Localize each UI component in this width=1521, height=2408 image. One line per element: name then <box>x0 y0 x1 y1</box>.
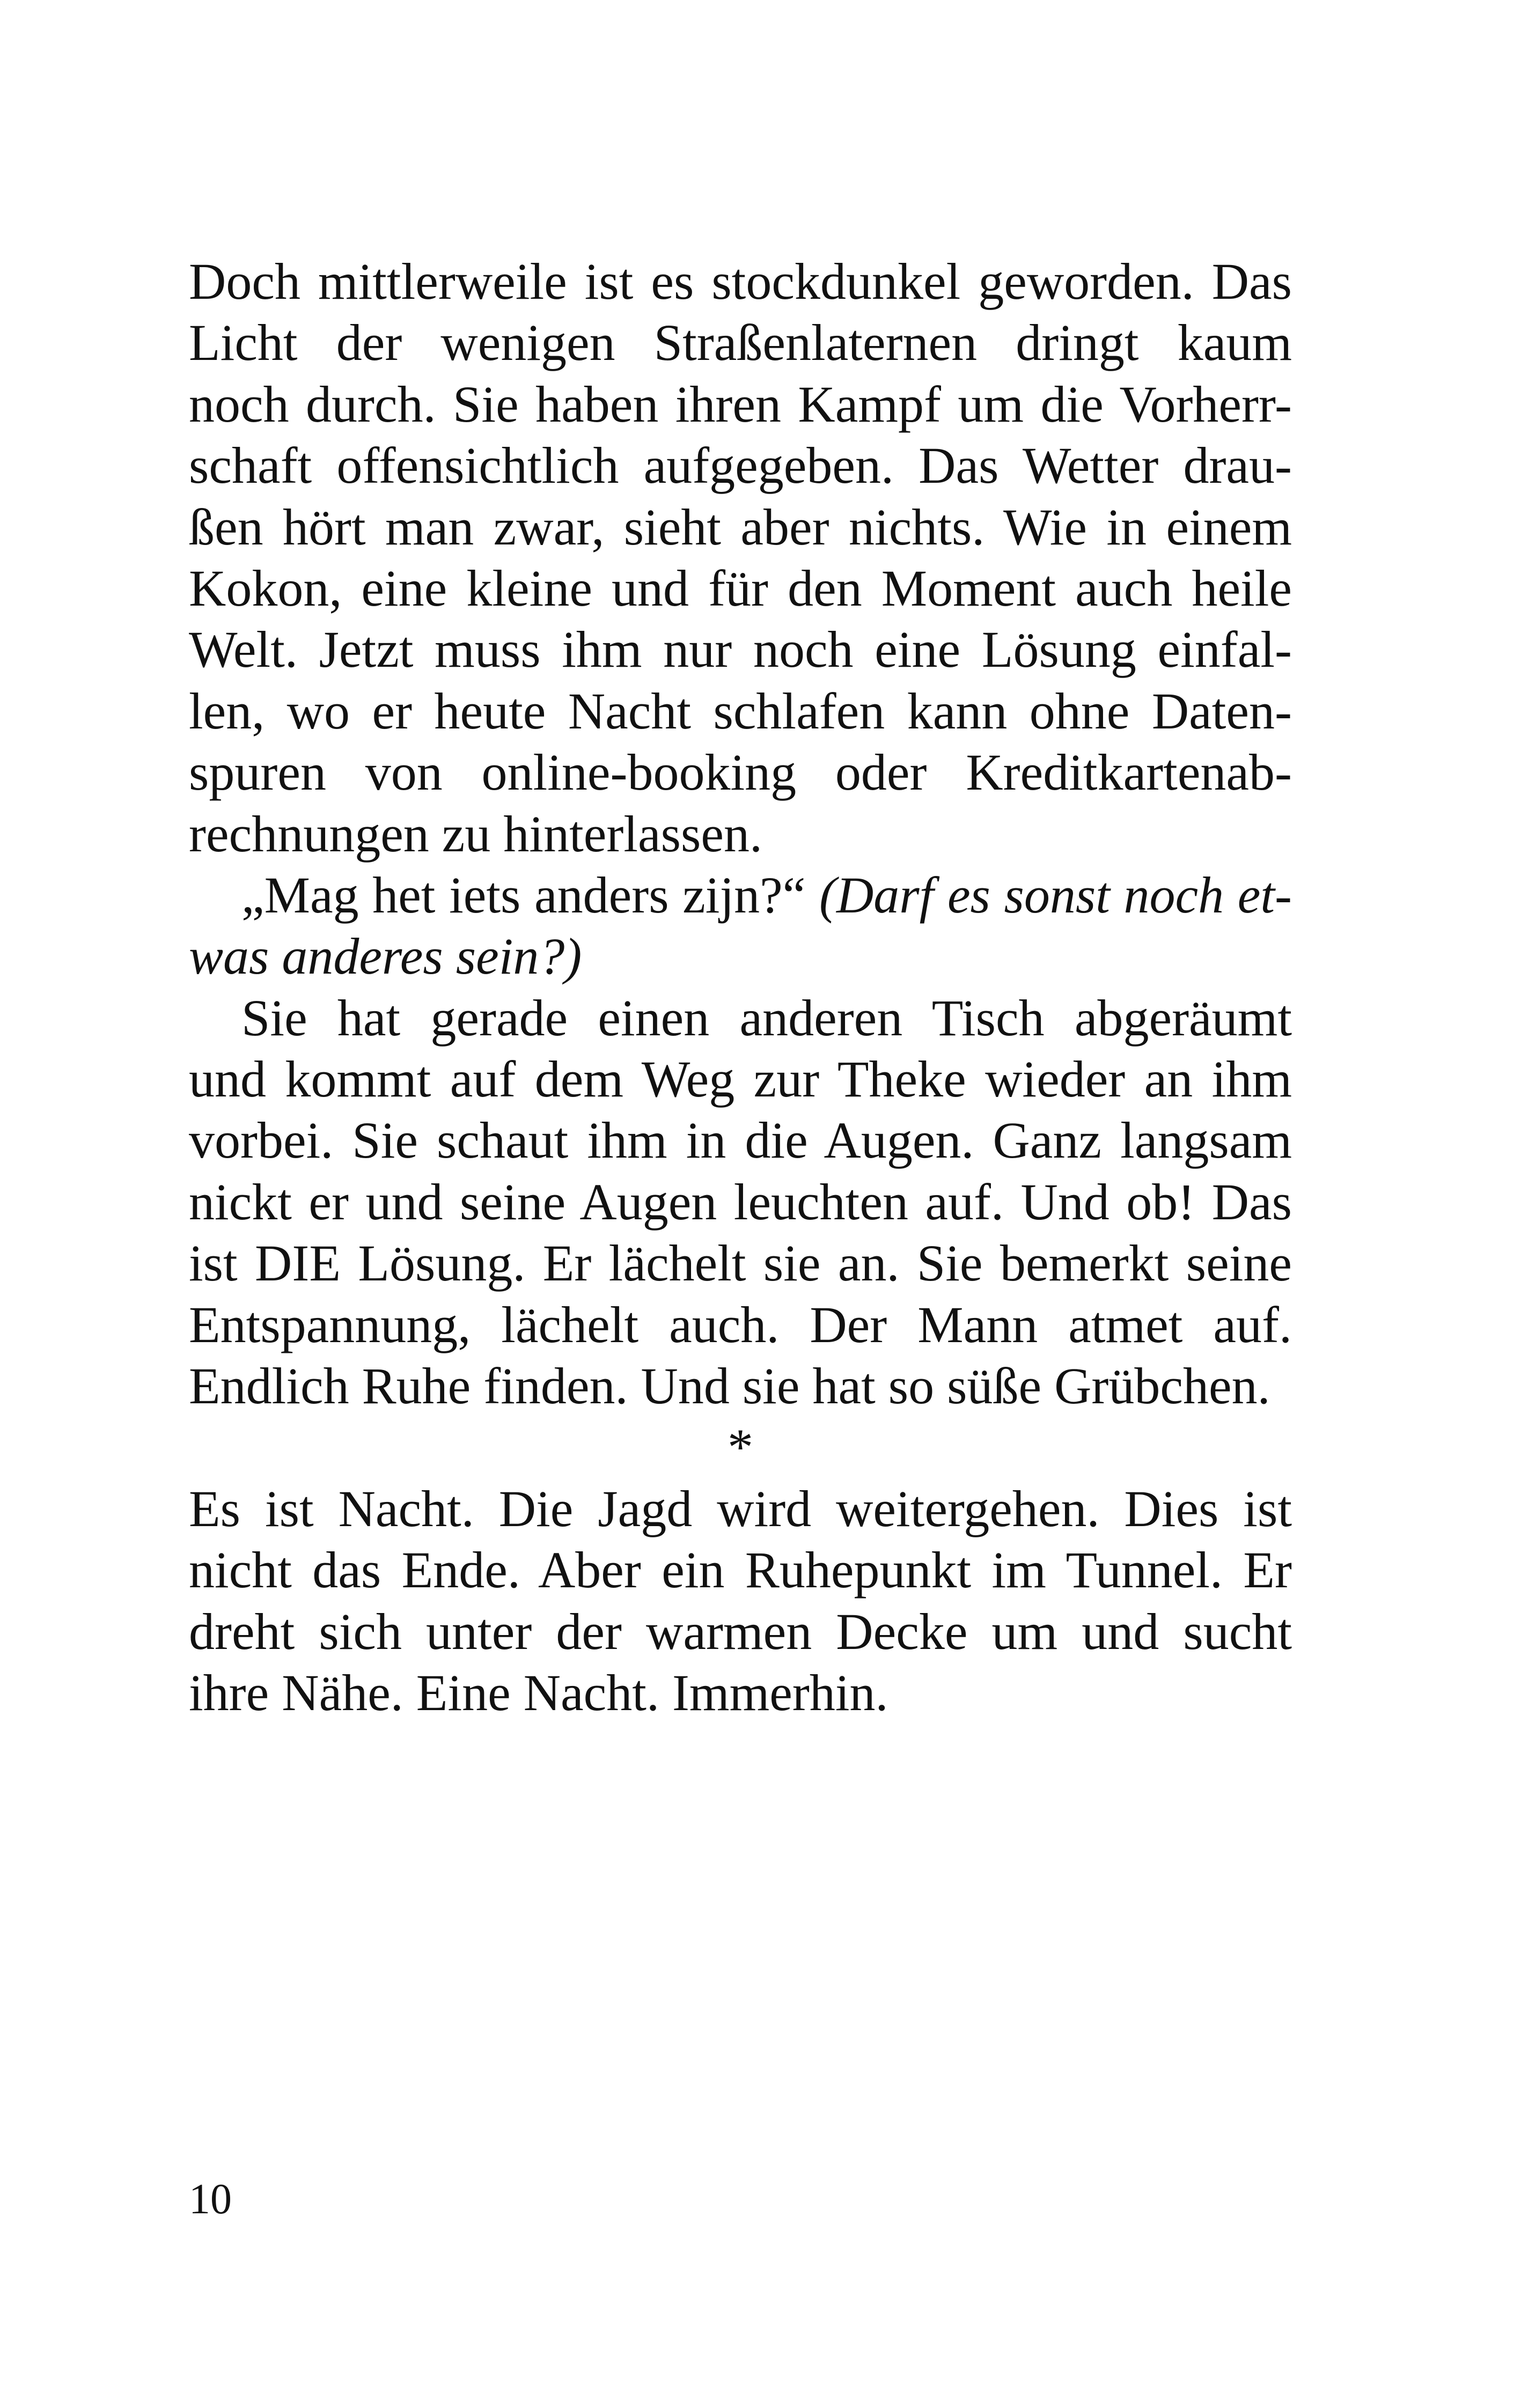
section-break: * <box>728 1418 753 1476</box>
text-line: nicht das Ende. Aber ein Ruhepunkt im Tunnel. Er <box>189 1541 1292 1599</box>
text-line: vorbei. Sie schaut ihm in die Augen. Ganz langsam <box>189 1111 1292 1169</box>
paragraph-1 <box>189 251 1292 865</box>
text-line: Endlich Ruhe finden. Und sie hat so süße Grübchen. <box>189 1357 1270 1415</box>
page-number: 10 <box>189 2176 232 2223</box>
text-line: len, wo er heute Nacht schlafen kann ohne Daten- <box>189 682 1292 740</box>
dialogue-quote: „Mag het iets anders zijn?“ <box>241 866 806 924</box>
text-line: und kommt auf dem Weg zur Theke wieder an ihm <box>189 1050 1292 1108</box>
text-line: schaft offensichtlich aufgegeben. Das Wetter drau- <box>189 437 1292 495</box>
text-line: ist DIE Lösung. Er lächelt sie an. Sie bemerkt seine <box>189 1234 1292 1292</box>
body-text <box>189 251 1292 1724</box>
text-line: Entspannung, lächelt auch. Der Mann atmet auf. <box>189 1295 1292 1353</box>
text-line: ihre Nähe. Eine Nacht. Immerhin. <box>189 1663 888 1721</box>
dialogue-line <box>189 865 1292 926</box>
text-line: Licht der wenigen Straßenlaternen dringt kaum <box>189 314 1292 372</box>
text-line: rechnungen zu hinterlassen. <box>189 805 762 863</box>
text-line: Es ist Nacht. Die Jagd wird weitergehen. Dies ist <box>189 1479 1292 1537</box>
dialogue-translation: (Darf es sonst noch et- <box>819 866 1292 924</box>
dialogue-paragraph <box>189 865 1292 988</box>
text-line: dreht sich unter der warmen Decke um und sucht <box>189 1602 1292 1660</box>
text-line: nickt er und seine Augen leuchten auf. Und ob! Das <box>189 1173 1292 1231</box>
text-line: spuren von online-booking oder Kreditkartenab- <box>189 743 1292 801</box>
text-line: Sie hat gerade einen anderen Tisch abgeräumt <box>241 989 1292 1047</box>
text-line: ßen hört man zwar, sieht aber nichts. Wie in einem <box>189 498 1292 556</box>
text-line: noch durch. Sie haben ihren Kampf um die Vorherr- <box>189 375 1292 433</box>
paragraph-3 <box>189 1478 1292 1724</box>
dialogue-translation-continued: was anderes sein?) <box>189 927 582 985</box>
text-line: Doch mittlerweile ist es stockdunkel geworden. Das <box>189 253 1292 310</box>
text-line: Welt. Jetzt muss ihm nur noch eine Lösung einfal- <box>189 621 1292 679</box>
paragraph-2 <box>189 988 1292 1417</box>
text-line: Kokon, eine kleine und für den Moment auch heile <box>189 559 1292 617</box>
